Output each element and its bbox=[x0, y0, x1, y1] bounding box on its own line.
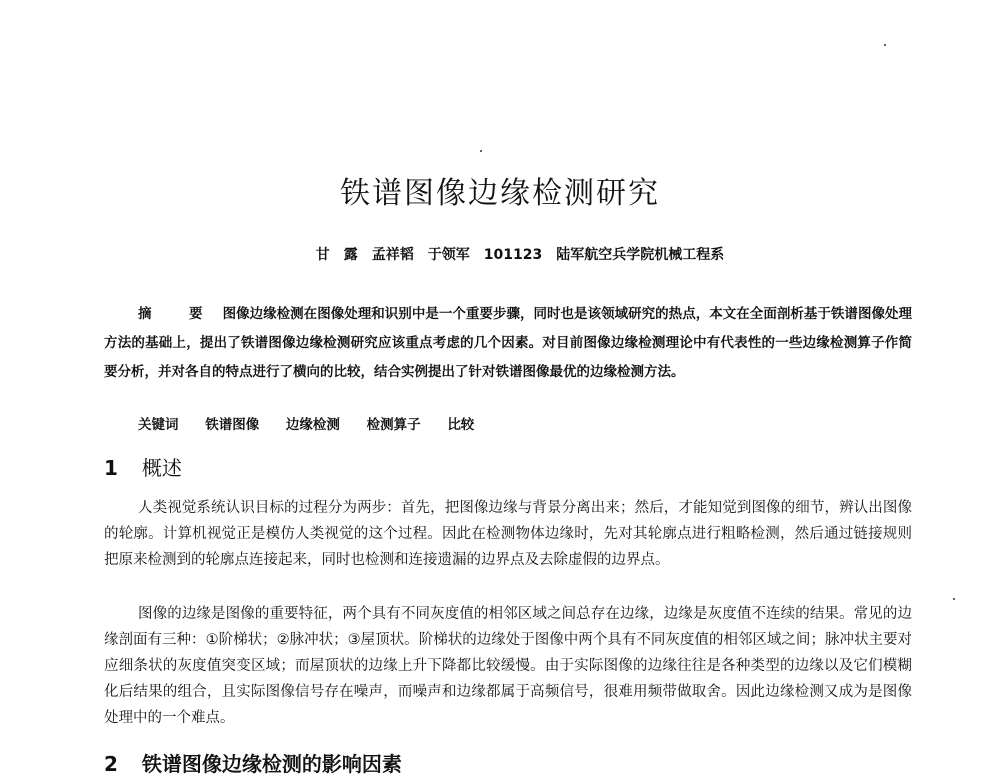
keyword: 铁谱图像 bbox=[205, 417, 260, 433]
author-line: 甘 露 孟祥韬 于领军 101123 陆军航空兵学院机械工程系 bbox=[315, 247, 725, 263]
abstract-label: 摘 要 bbox=[138, 306, 215, 322]
abstract-text: 图像边缘检测在图像处理和识别中是一个重要步骤，同时也是该领域研究的热点，本文在全面剖析基于铁谱图像处理方法的基础上，提出了铁谱图像边缘检测研究应该重点考虑的几个因素。对目前图像边缘检测理论中有代表性的一些边缘检测算子作简要分析，并对各自的特点进行了横向的比较，结合实例提出了针对铁谱图像最优的边缘检测方法。 bbox=[104, 306, 913, 380]
section-number: 1 bbox=[104, 456, 118, 480]
abstract bbox=[104, 300, 912, 387]
section-heading bbox=[104, 748, 402, 777]
keyword: 边缘检测 bbox=[285, 417, 340, 433]
section-heading bbox=[104, 452, 182, 481]
scan-speck bbox=[884, 44, 886, 46]
section-number: 2 bbox=[104, 752, 118, 776]
section-title: 概述 bbox=[141, 456, 182, 480]
keywords-label: 关键词 bbox=[138, 417, 179, 433]
section-title: 铁谱图像边缘检测的影响因素 bbox=[141, 752, 402, 776]
keyword: 检测算子 bbox=[366, 417, 421, 433]
keywords-line bbox=[138, 413, 496, 433]
scan-speck bbox=[953, 598, 955, 600]
body-paragraph: 图像的边缘是图像的重要特征，两个具有不同灰度值的相邻区域之间总存在边缘，边缘是灰度值不连续的结果。常见的边缘剖面有三种：①阶梯状；②脉冲状；③屋顶状。阶梯状的边缘处于图像中两个具有不同灰度值的相邻区域之间；脉冲状主要对应细条状的灰度值突变区域；而屋顶状的边缘上升下降都比较缓慢。由于实际图像的边缘往往是各种类型的边缘以及它们模糊化后结果的组合，且实际图像信号存在噪声，而噪声和边缘都属于高频信号，很难用频带做取舍。因此边缘检测又成为是图像处理中的一个难点。 bbox=[104, 606, 912, 726]
keyword: 比较 bbox=[447, 417, 475, 433]
paper-title: 铁谱图像边缘检测研究 bbox=[340, 176, 660, 211]
body-paragraph: 人类视觉系统认识目标的过程分为两步：首先，把图像边缘与背景分离出来；然后，才能知觉到图像的细节，辨认出图像的轮廓。计算机视觉正是模仿人类视觉的这个过程。因此在检测物体边缘时，先对其轮廓点进行粗略检测，然后通过链接规则把原来检测到的轮廓点连接起来，同时也检测和连接遗漏的边界点及去除虚假的边界点。 bbox=[104, 500, 912, 568]
scan-speck bbox=[480, 150, 482, 152]
